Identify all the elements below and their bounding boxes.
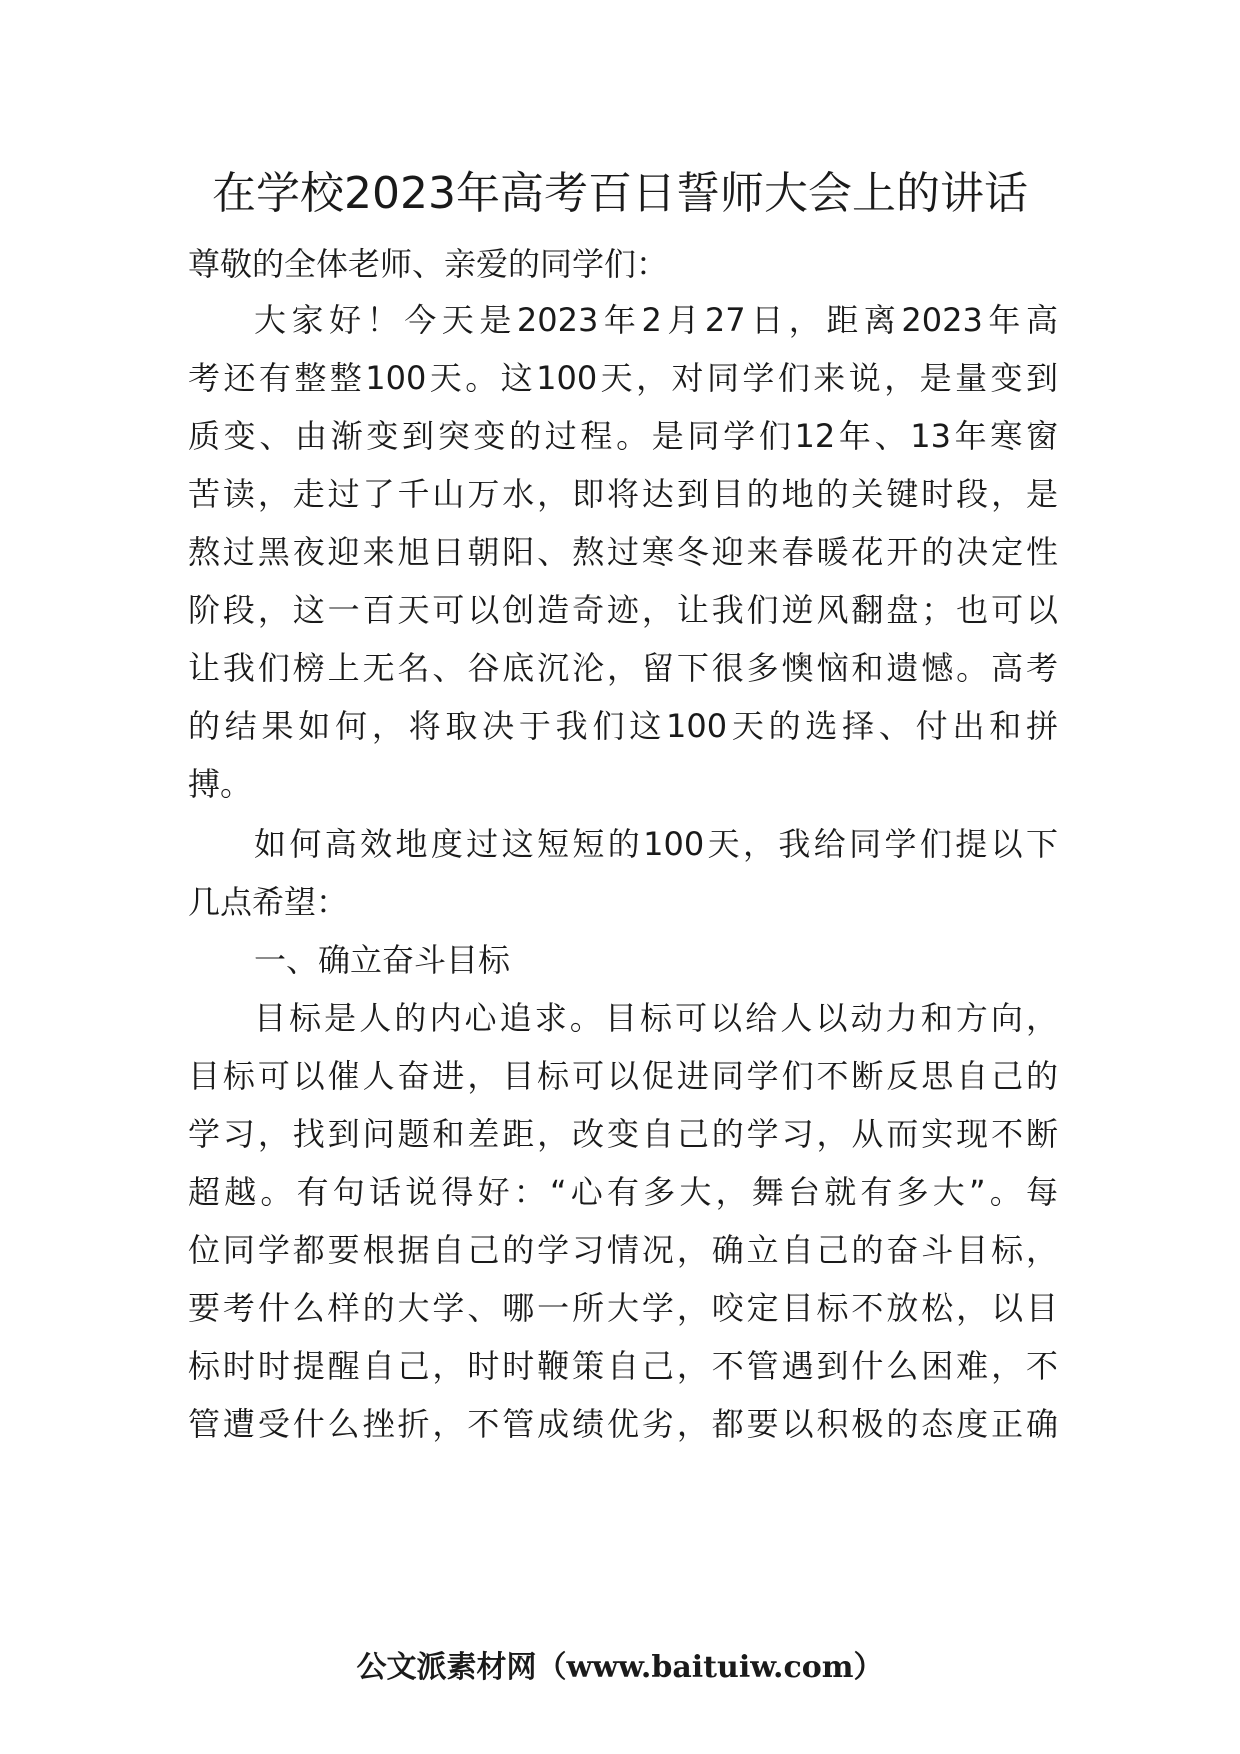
paragraph-line: 如何高效地度过这短短的100天，我给同学们提以下 — [254, 825, 1058, 863]
section-heading: 一、确立奋斗目标 — [254, 941, 511, 979]
paragraph-line: 大家好！今天是2023年2月27日，距离2023年高 — [254, 301, 1058, 339]
paragraph-line: 苦读，走过了千山万水，即将达到目的地的关键时段，是 — [188, 475, 1058, 513]
document-title: 在学校2023年高考百日誓师大会上的讲话 — [212, 168, 1028, 219]
paragraph-line: 超越。有句话说得好：“心有多大，舞台就有多大”。每 — [188, 1173, 1058, 1211]
paragraph-line: 让我们榜上无名、谷底沉沦，留下很多懊恼和遗憾。高考 — [188, 649, 1058, 687]
paragraph-line: 搏。 — [188, 765, 253, 803]
paragraph-line: 质变、由渐变到突变的过程。是同学们12年、13年寒窗 — [188, 417, 1058, 455]
paragraph-line: 标时时提醒自己，时时鞭策自己，不管遇到什么困难，不 — [188, 1347, 1058, 1385]
paragraph-line: 管遭受什么挫折，不管成绩优劣，都要以积极的态度正确 — [188, 1405, 1058, 1443]
paragraph-line: 阶段，这一百天可以创造奇迹，让我们逆风翻盘；也可以 — [188, 591, 1058, 629]
paragraph-line: 熬过黑夜迎来旭日朝阳、熬过寒冬迎来春暖花开的决定性 — [188, 533, 1058, 571]
paragraph-line: 要考什么样的大学、哪一所大学，咬定目标不放松，以目 — [188, 1289, 1058, 1327]
salutation: 尊敬的全体老师、亲爱的同学们： — [188, 245, 669, 283]
paragraph-line: 几点希望： — [188, 883, 349, 921]
paragraph-line: 目标可以催人奋进，目标可以促进同学们不断反思自己的 — [188, 1057, 1058, 1095]
paragraph-line: 位同学都要根据自己的学习情况，确立自己的奋斗目标， — [188, 1231, 1058, 1269]
paragraph-line: 的结果如何，将取决于我们这100天的选择、付出和拼 — [188, 707, 1058, 745]
footer-watermark: 公文派素材网（www.baituiw.com） — [356, 1650, 884, 1685]
paragraph-line: 学习，找到问题和差距，改变自己的学习，从而实现不断 — [188, 1115, 1058, 1153]
paragraph-line: 考还有整整100天。这100天，对同学们来说，是量变到 — [188, 359, 1058, 397]
paragraph-line: 目标是人的内心追求。目标可以给人以动力和方向， — [254, 999, 1058, 1037]
